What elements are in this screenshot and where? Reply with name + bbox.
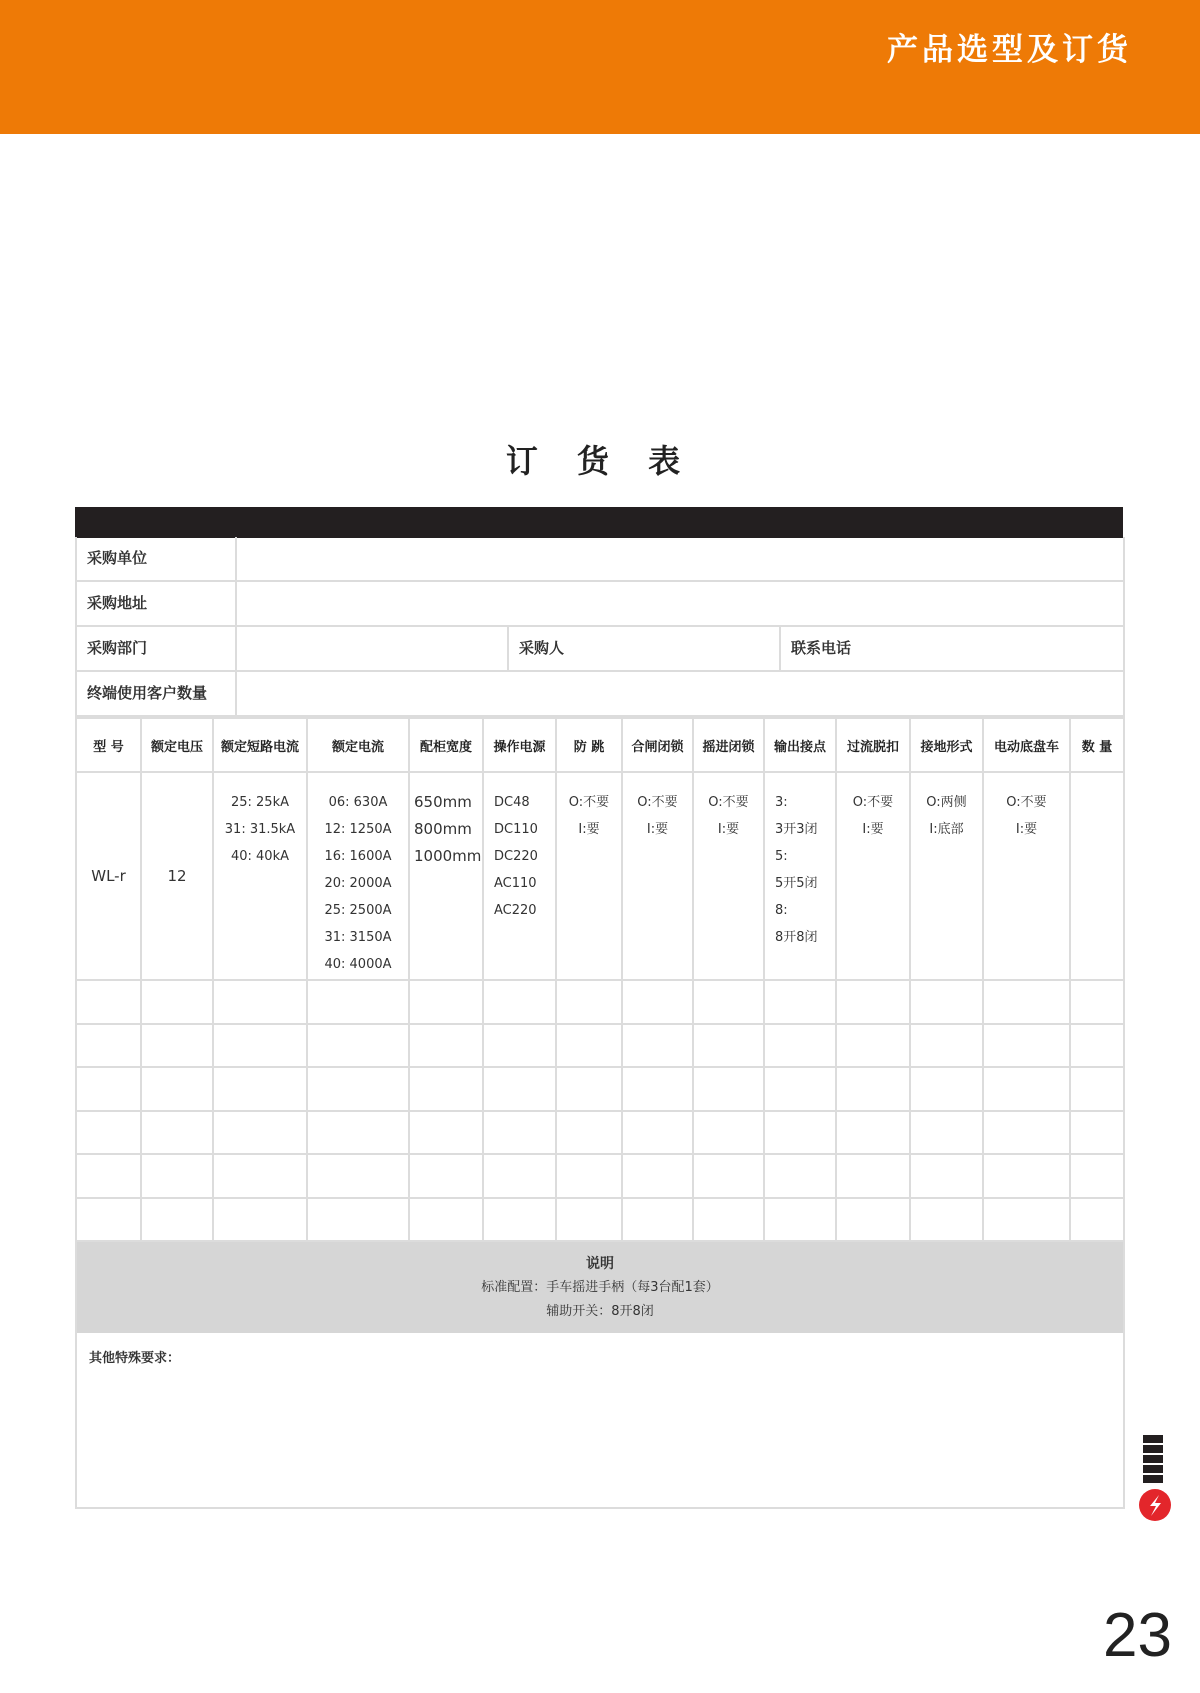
blank-cell[interactable]: [307, 1111, 409, 1155]
option-text: I:要: [862, 822, 884, 837]
contacts-cell: [764, 772, 836, 980]
blank-cell[interactable]: [409, 1067, 483, 1111]
blank-cell[interactable]: [836, 1024, 910, 1068]
blank-row: [77, 1067, 1123, 1111]
option-text: 1000mm: [414, 847, 482, 865]
option-text: O:不要: [708, 795, 749, 810]
blank-cell[interactable]: [307, 1154, 409, 1198]
header-banner: [0, 0, 1200, 134]
blank-row: [77, 1198, 1123, 1242]
option-text: 5:: [775, 849, 788, 864]
option-text: 650mm: [414, 793, 472, 811]
blank-row: [77, 980, 1123, 1024]
option-text: O:不要: [1006, 795, 1047, 810]
option-text: I:要: [1015, 822, 1038, 837]
option-text: 3开3闭: [775, 822, 818, 837]
blank-cell[interactable]: [77, 1154, 141, 1198]
option-text: I:要: [578, 822, 600, 837]
address-label: 采购地址: [77, 582, 237, 625]
blank-cell[interactable]: [910, 1198, 983, 1242]
blank-cell[interactable]: [483, 980, 556, 1024]
column-header: 操作电源: [483, 718, 556, 772]
section-title: 产品选型及订货: [887, 32, 1132, 68]
blank-cell[interactable]: [483, 1024, 556, 1068]
blank-cell[interactable]: [622, 1067, 693, 1111]
blank-cell[interactable]: [483, 1067, 556, 1111]
blank-cell[interactable]: [836, 1067, 910, 1111]
option-text: O:不要: [852, 795, 894, 810]
column-header: 电动底盘车: [983, 718, 1070, 772]
page-number: 23: [1103, 1601, 1172, 1670]
blank-cell[interactable]: [409, 1111, 483, 1155]
blank-cell[interactable]: [213, 1111, 307, 1155]
blank-cell[interactable]: [836, 1111, 910, 1155]
width-cell: [409, 772, 483, 980]
motor-truck-cell: [983, 772, 1070, 980]
column-header: 输出接点: [764, 718, 836, 772]
option-text: O:不要: [568, 795, 610, 810]
spec-table: [77, 717, 1123, 1242]
column-header: 额定电压: [141, 718, 213, 772]
address-field[interactable]: [237, 582, 1123, 625]
blank-cell[interactable]: [1070, 1111, 1123, 1155]
blank-cell[interactable]: [983, 1154, 1070, 1198]
blank-row: [77, 1111, 1123, 1155]
unit-label: 采购单位: [77, 537, 237, 580]
blank-cell[interactable]: [693, 1024, 764, 1068]
option-text: 40: 40kA: [230, 849, 290, 864]
option-text: 40: 4000A: [324, 957, 392, 972]
blank-cell[interactable]: [213, 1198, 307, 1242]
option-text: DC110: [494, 822, 538, 837]
blank-cell[interactable]: [307, 1198, 409, 1242]
blank-cell[interactable]: [910, 980, 983, 1024]
blank-cell[interactable]: [556, 1067, 622, 1111]
blank-cell[interactable]: [622, 980, 693, 1024]
column-header: 配柜宽度: [409, 718, 483, 772]
blank-cell[interactable]: [556, 980, 622, 1024]
blank-cell[interactable]: [693, 1067, 764, 1111]
option-text: I:要: [646, 822, 669, 837]
special-requirements-label: 其他特殊要求：: [89, 1351, 181, 1366]
unit-field[interactable]: [237, 537, 1123, 580]
blank-cell[interactable]: [836, 1198, 910, 1242]
blank-cell[interactable]: [141, 1024, 213, 1068]
blank-cell[interactable]: [1070, 1154, 1123, 1198]
option-text: 16: 1600A: [324, 849, 392, 864]
special-requirements[interactable]: [77, 1333, 1123, 1507]
column-header: 数 量: [1070, 718, 1123, 772]
blank-cell[interactable]: [1070, 1198, 1123, 1242]
blank-cell[interactable]: [983, 1067, 1070, 1111]
option-text: 25: 25kA: [230, 795, 290, 810]
blank-cell[interactable]: [141, 1111, 213, 1155]
option-text: 3:: [775, 795, 788, 810]
quantity-cell[interactable]: [1070, 772, 1123, 980]
close-lock-cell: [622, 772, 693, 980]
column-header: 额定短路电流: [213, 718, 307, 772]
voltage-cell: 12: [141, 772, 213, 980]
blank-row: [77, 1024, 1123, 1068]
blank-cell[interactable]: [764, 1067, 836, 1111]
option-text: 12: 1250A: [324, 822, 392, 837]
blank-cell[interactable]: [307, 980, 409, 1024]
end-users-label: 终端使用客户数量: [77, 672, 237, 715]
blank-cell[interactable]: [483, 1154, 556, 1198]
blank-cell[interactable]: [141, 1067, 213, 1111]
blank-cell[interactable]: [836, 1154, 910, 1198]
column-header: 过流脱扣: [836, 718, 910, 772]
blank-cell[interactable]: [693, 980, 764, 1024]
option-text: AC110: [494, 876, 537, 891]
option-text: 8:: [775, 903, 788, 918]
blank-cell[interactable]: [213, 980, 307, 1024]
option-text: O:两侧: [926, 795, 967, 810]
blank-cell[interactable]: [764, 1154, 836, 1198]
blank-cell[interactable]: [556, 1154, 622, 1198]
blank-cell[interactable]: [693, 1154, 764, 1198]
blank-cell[interactable]: [983, 980, 1070, 1024]
blank-cell[interactable]: [983, 1111, 1070, 1155]
power-cell: [483, 772, 556, 980]
option-text: 5开5闭: [775, 876, 818, 891]
overcurrent-cell: [836, 772, 910, 980]
blank-cell[interactable]: [764, 980, 836, 1024]
blank-cell[interactable]: [836, 980, 910, 1024]
blank-cell[interactable]: [983, 1198, 1070, 1242]
blank-cell[interactable]: [77, 1067, 141, 1111]
column-header: 型 号: [77, 718, 141, 772]
blank-cell[interactable]: [1070, 1024, 1123, 1068]
column-header: 合闸闭锁: [622, 718, 693, 772]
rack-lock-cell: [693, 772, 764, 980]
blank-cell[interactable]: [764, 1024, 836, 1068]
buyer-label: 采购人: [509, 627, 781, 670]
blank-cell[interactable]: [409, 980, 483, 1024]
option-text: DC220: [494, 849, 538, 864]
blank-cell[interactable]: [77, 980, 141, 1024]
dept-label: 采购部门: [77, 627, 237, 670]
column-header: 防 跳: [556, 718, 622, 772]
blank-cell[interactable]: [409, 1198, 483, 1242]
end-users-field[interactable]: [237, 672, 1123, 715]
blank-cell[interactable]: [764, 1111, 836, 1155]
spec-row: [77, 772, 1123, 980]
blank-cell[interactable]: [77, 1111, 141, 1155]
column-header: 摇进闭锁: [693, 718, 764, 772]
option-text: 8开8闭: [775, 930, 818, 945]
address-row: [77, 582, 1123, 627]
header-row: [77, 718, 1123, 772]
blank-cell[interactable]: [307, 1024, 409, 1068]
blank-cell[interactable]: [693, 1111, 764, 1155]
blank-cell[interactable]: [1070, 1067, 1123, 1111]
blank-cell[interactable]: [213, 1024, 307, 1068]
column-header: 额定电流: [307, 718, 409, 772]
phone-label: 联系电话: [791, 639, 852, 657]
unit-row: [77, 537, 1123, 582]
blank-cell[interactable]: [77, 1198, 141, 1242]
option-text: 25: 2500A: [324, 903, 392, 918]
blank-cell[interactable]: [307, 1067, 409, 1111]
notes-line: 标准配置：手车摇进手柄（每3台配1套）: [481, 1280, 719, 1295]
blank-cell[interactable]: [983, 1024, 1070, 1068]
option-text: I:要: [717, 822, 740, 837]
option-text: 31: 31.5kA: [224, 822, 296, 837]
blank-cell[interactable]: [409, 1154, 483, 1198]
blank-cell[interactable]: [77, 1024, 141, 1068]
blank-cell[interactable]: [409, 1024, 483, 1068]
option-text: 31: 3150A: [324, 930, 392, 945]
anti-jump-cell: [556, 772, 622, 980]
notes-title: 说明: [586, 1256, 614, 1272]
model-cell: WL-r: [77, 772, 141, 980]
form-header-bar: [75, 507, 1123, 538]
end-users-row: [77, 672, 1123, 717]
blank-cell[interactable]: [141, 1154, 213, 1198]
current-cell: [307, 772, 409, 980]
blank-cell[interactable]: [693, 1198, 764, 1242]
blank-cell[interactable]: [910, 1111, 983, 1155]
notes-section: [77, 1242, 1123, 1333]
dept-row: [77, 627, 1123, 672]
blank-cell[interactable]: [622, 1024, 693, 1068]
option-text: AC220: [494, 903, 537, 918]
option-text: I:底部: [929, 822, 964, 837]
option-text: DC48: [494, 795, 530, 810]
dept-field[interactable]: [237, 627, 509, 670]
brand-logo: [1135, 1433, 1175, 1523]
blank-cell[interactable]: [141, 1198, 213, 1242]
logo-wordmark: [1143, 1435, 1163, 1483]
blank-cell[interactable]: [483, 1111, 556, 1155]
blank-cell[interactable]: [141, 980, 213, 1024]
blank-row: [77, 1154, 1123, 1198]
blank-cell[interactable]: [910, 1154, 983, 1198]
blank-cell[interactable]: [764, 1198, 836, 1242]
option-text: O:不要: [637, 795, 678, 810]
blank-cell[interactable]: [556, 1111, 622, 1155]
blank-cell[interactable]: [213, 1067, 307, 1111]
grounding-cell: [910, 772, 983, 980]
blank-cell[interactable]: [910, 1024, 983, 1068]
blank-cell[interactable]: [622, 1198, 693, 1242]
blank-cell[interactable]: [213, 1154, 307, 1198]
column-header: 接地形式: [910, 718, 983, 772]
option-text: 20: 2000A: [324, 876, 392, 891]
blank-cell[interactable]: [556, 1024, 622, 1068]
blank-cell[interactable]: [622, 1111, 693, 1155]
short-circuit-cell: [213, 772, 307, 980]
blank-cell[interactable]: [556, 1198, 622, 1242]
blank-cell[interactable]: [622, 1154, 693, 1198]
option-text: 800mm: [414, 820, 472, 838]
option-text: 06: 630A: [328, 795, 388, 810]
blank-cell[interactable]: [1070, 980, 1123, 1024]
notes-line: 辅助开关：8开8闭: [546, 1304, 654, 1319]
blank-cell[interactable]: [483, 1198, 556, 1242]
form-title: 订 货 表: [505, 442, 695, 480]
blank-cell[interactable]: [910, 1067, 983, 1111]
order-form: [75, 537, 1125, 1509]
